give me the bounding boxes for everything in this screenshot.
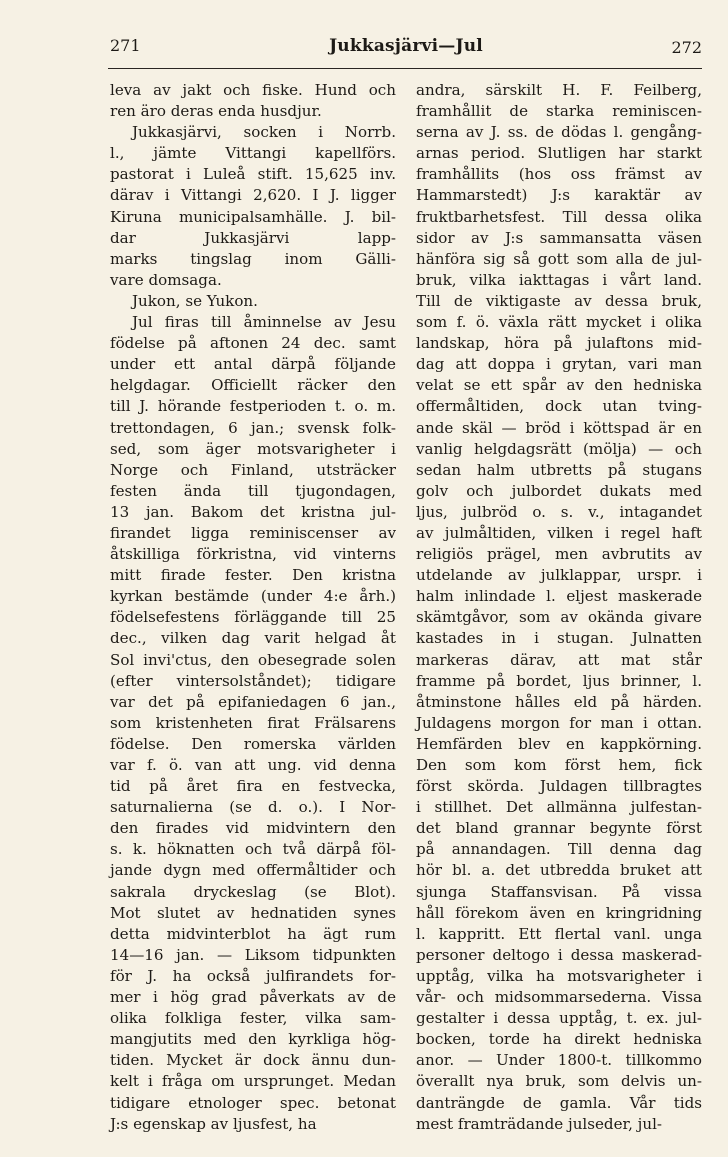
text-line: tiden. Mycket är dock ännu dun- bbox=[110, 1051, 396, 1070]
text-line: till J. hörande festperioden t. o. m. bbox=[110, 397, 396, 416]
text-line: Sol invi'ctus, den obesegrade solen bbox=[110, 650, 396, 669]
text-line: golv och julbordet dukats med bbox=[416, 481, 702, 500]
text-line: saturnalierna (se d. o.). I Nor- bbox=[110, 798, 396, 817]
text-line: dag att doppa i grytan, vari man bbox=[416, 355, 702, 374]
text-line: Mot slutet av hednatiden synes bbox=[110, 903, 396, 922]
text-line: i stillhet. Det allmänna julfestan- bbox=[416, 798, 702, 817]
text-line: leva av jakt och fiske. Hund och bbox=[110, 81, 396, 99]
text-line: sidor av J:s sammansatta väsen bbox=[416, 228, 702, 247]
text-line: Jukkasjärvi, socken i Norrb. bbox=[132, 123, 396, 142]
text-line: landskap, höra på julaftons mid- bbox=[416, 334, 702, 353]
right-column bbox=[416, 80, 702, 1135]
text-line: andra, särskilt H. F. Feilberg, bbox=[416, 81, 702, 99]
text-line: markeras därav, att mat står bbox=[416, 650, 702, 669]
running-title: Jukkasjärvi—Jul bbox=[329, 36, 483, 56]
text-line: festen ända till tjugondagen, bbox=[110, 481, 396, 500]
text-line: serna av J. ss. de dödas l. gengång- bbox=[416, 123, 702, 142]
text-line: födelsefestens förläggande till 25 bbox=[110, 608, 396, 627]
text-line: kyrkan bestämde (under 4:e årh.) bbox=[110, 587, 396, 606]
text-line: religiös prägel, men avbrutits av bbox=[416, 545, 702, 564]
text-line: åtminstone hålles eld på härden. bbox=[416, 692, 702, 711]
text-line: som kristenheten firat Frälsarens bbox=[110, 713, 396, 732]
text-line: gestalter i dessa upptåg, t. ex. jul- bbox=[416, 1009, 702, 1028]
text-line: l., jämte Vittangi kapellförs. bbox=[110, 144, 396, 163]
text-line: pastorat i Luleå stift. 15,625 inv. bbox=[110, 165, 396, 184]
text-line: halm inlindade l. eljest maskerade bbox=[416, 587, 702, 606]
text-line: s. k. höknatten och två därpå föl- bbox=[110, 840, 396, 859]
page-header bbox=[110, 36, 702, 66]
text-line: kelt i fråga om ursprunget. Medan bbox=[110, 1072, 396, 1091]
text-line: danträngde de gamla. Vår tids bbox=[416, 1093, 702, 1112]
text-line: Norge och Finland, utsträcker bbox=[110, 460, 396, 479]
text-line: vår- och midsommarsederna. Vissa bbox=[416, 988, 702, 1007]
text-line: dar Jukkasjärvi lapp- bbox=[110, 228, 396, 247]
text-line: åtskilliga förkristna, vid vinterns bbox=[110, 545, 396, 564]
text-line: 14—16 jan. — Liksom tidpunkten bbox=[110, 945, 396, 964]
text-line: bocken, torde ha direkt hedniska bbox=[416, 1030, 702, 1049]
text-line: Hammarstedt) J:s karaktär av bbox=[416, 186, 702, 205]
text-line: olika folkliga fester, vilka sam- bbox=[110, 1009, 396, 1028]
text-line: överallt nya bruk, som delvis un- bbox=[416, 1072, 702, 1091]
text-line: Den som kom först hem, fick bbox=[416, 756, 702, 774]
page-number-right: 272 bbox=[671, 38, 702, 57]
text-line: ande skäl — bröd i köttspad är en bbox=[416, 418, 702, 437]
text-line: därav i Vittangi 2,620. I J. ligger bbox=[110, 186, 396, 205]
text-line: det bland grannar begynte först bbox=[416, 819, 702, 838]
text-line: hänföra sig så gott som alla de jul- bbox=[416, 249, 702, 268]
text-line: framhållit de starka reminiscen- bbox=[416, 102, 702, 121]
text-line: mest framträdande julseder, jul- bbox=[416, 1114, 663, 1133]
text-line: sedan halm utbretts på stugans bbox=[416, 460, 702, 479]
text-line: detta midvinterblot ha ägt rum bbox=[110, 924, 396, 943]
text-line: födelse på aftonen 24 dec. samt bbox=[110, 334, 396, 353]
text-line: trettondagen, 6 jan.; svensk folk- bbox=[110, 418, 396, 437]
text-line: firandet ligga reminiscenser av bbox=[110, 523, 396, 542]
text-line: framme på bordet, ljus brinner, l. bbox=[416, 671, 702, 690]
text-line: bruk, vilka iakttagas i vårt land. bbox=[416, 270, 702, 289]
text-line: på annandagen. Till denna dag bbox=[416, 840, 702, 859]
text-line: dec., vilken dag varit helgad åt bbox=[110, 629, 396, 648]
left-column bbox=[110, 80, 396, 1135]
text-line: mangjutits med den kyrkliga hög- bbox=[110, 1030, 396, 1049]
text-line: offermåltiden, dock utan tving- bbox=[416, 397, 702, 416]
header-rule bbox=[108, 68, 702, 69]
text-line: hör bl. a. det utbredda bruket att bbox=[416, 861, 702, 880]
text-line: J:s egenskap av ljusfest, ha bbox=[110, 1114, 317, 1133]
text-line: Jul firas till åminnelse av Jesu bbox=[132, 313, 396, 332]
text-line: under ett antal därpå följande bbox=[110, 355, 396, 374]
text-line: först skörda. Juldagen tillbragtes bbox=[416, 777, 702, 796]
text-line: anor. — Under 1800-t. tillkommo bbox=[416, 1051, 702, 1070]
text-line: (efter vintersolståndet); tidigare bbox=[110, 671, 396, 690]
text-line: vanlig helgdagsrätt (mölja) — och bbox=[416, 439, 702, 458]
text-line: ljus, julbröd o. s. v., intagandet bbox=[416, 502, 702, 521]
text-line: arnas period. Slutligen har starkt bbox=[416, 144, 702, 163]
text-line: framhållits (hos oss främst av bbox=[416, 165, 702, 184]
text-line: upptåg, vilka ha motsvarigheter i bbox=[416, 966, 702, 985]
text-line: vare domsaga. bbox=[110, 270, 222, 289]
text-line: l. kappritt. Ett flertal vanl. unga bbox=[416, 924, 702, 943]
text-line: som f. ö. växla rätt mycket i olika bbox=[416, 313, 702, 332]
text-line: sed, som äger motsvarigheter i bbox=[110, 439, 396, 458]
text-line: Juldagens morgon for man i ottan. bbox=[416, 713, 702, 732]
text-line: marks tingslag inom Gälli- bbox=[110, 249, 396, 268]
text-line: födelse. Den romerska världen bbox=[110, 734, 396, 753]
text-line: utdelande av julklappar, urspr. i bbox=[416, 566, 702, 585]
text-line: helgdagar. Officiellt räcker den bbox=[110, 376, 396, 395]
text-line: fruktbarhetsfest. Till dessa olika bbox=[416, 207, 702, 226]
text-line: Till de viktigaste av dessa bruk, bbox=[416, 291, 702, 310]
text-line: var det på epifaniedagen 6 jan., bbox=[110, 692, 396, 711]
text-line: tid på året fira en festvecka, bbox=[110, 777, 396, 796]
text-line: mitt firade fester. Den kristna bbox=[110, 566, 396, 585]
text-line: ren äro deras enda husdjur. bbox=[110, 102, 322, 121]
text-line: 13 jan. Bakom det kristna jul- bbox=[110, 502, 396, 521]
text-line: mer i hög grad påverkats av de bbox=[110, 988, 396, 1007]
text-line: velat se ett spår av den hedniska bbox=[416, 376, 702, 395]
text-line: för J. ha också julfirandets for- bbox=[110, 966, 396, 985]
text-line: sakrala dryckeslag (se Blot). bbox=[110, 882, 396, 901]
text-line: Hemfärden blev en kappkörning. bbox=[416, 734, 702, 753]
text-line: håll förekom även en kringridning bbox=[416, 903, 702, 922]
page-number-left: 271 bbox=[110, 36, 141, 55]
text-line: skämtgåvor, som av okända givare bbox=[416, 608, 702, 627]
text-line: personer deltogo i dessa maskerad- bbox=[416, 945, 702, 964]
text-line: kastades in i stugan. Julnatten bbox=[416, 629, 702, 648]
text-line: tidigare etnologer spec. betonat bbox=[110, 1093, 396, 1112]
text-line: sjunga Staffansvisan. På vissa bbox=[416, 882, 702, 901]
text-line: var f. ö. van att ung. vid denna bbox=[110, 756, 396, 774]
text-line: Kiruna municipalsamhälle. J. bil- bbox=[110, 207, 396, 226]
text-line: jande dygn med offermåltider och bbox=[110, 861, 396, 880]
text-line: av julmåltiden, vilken i regel haft bbox=[416, 523, 702, 542]
text-line: Jukon, se Yukon. bbox=[132, 291, 258, 310]
text-line: den firades vid midvintern den bbox=[110, 819, 396, 838]
